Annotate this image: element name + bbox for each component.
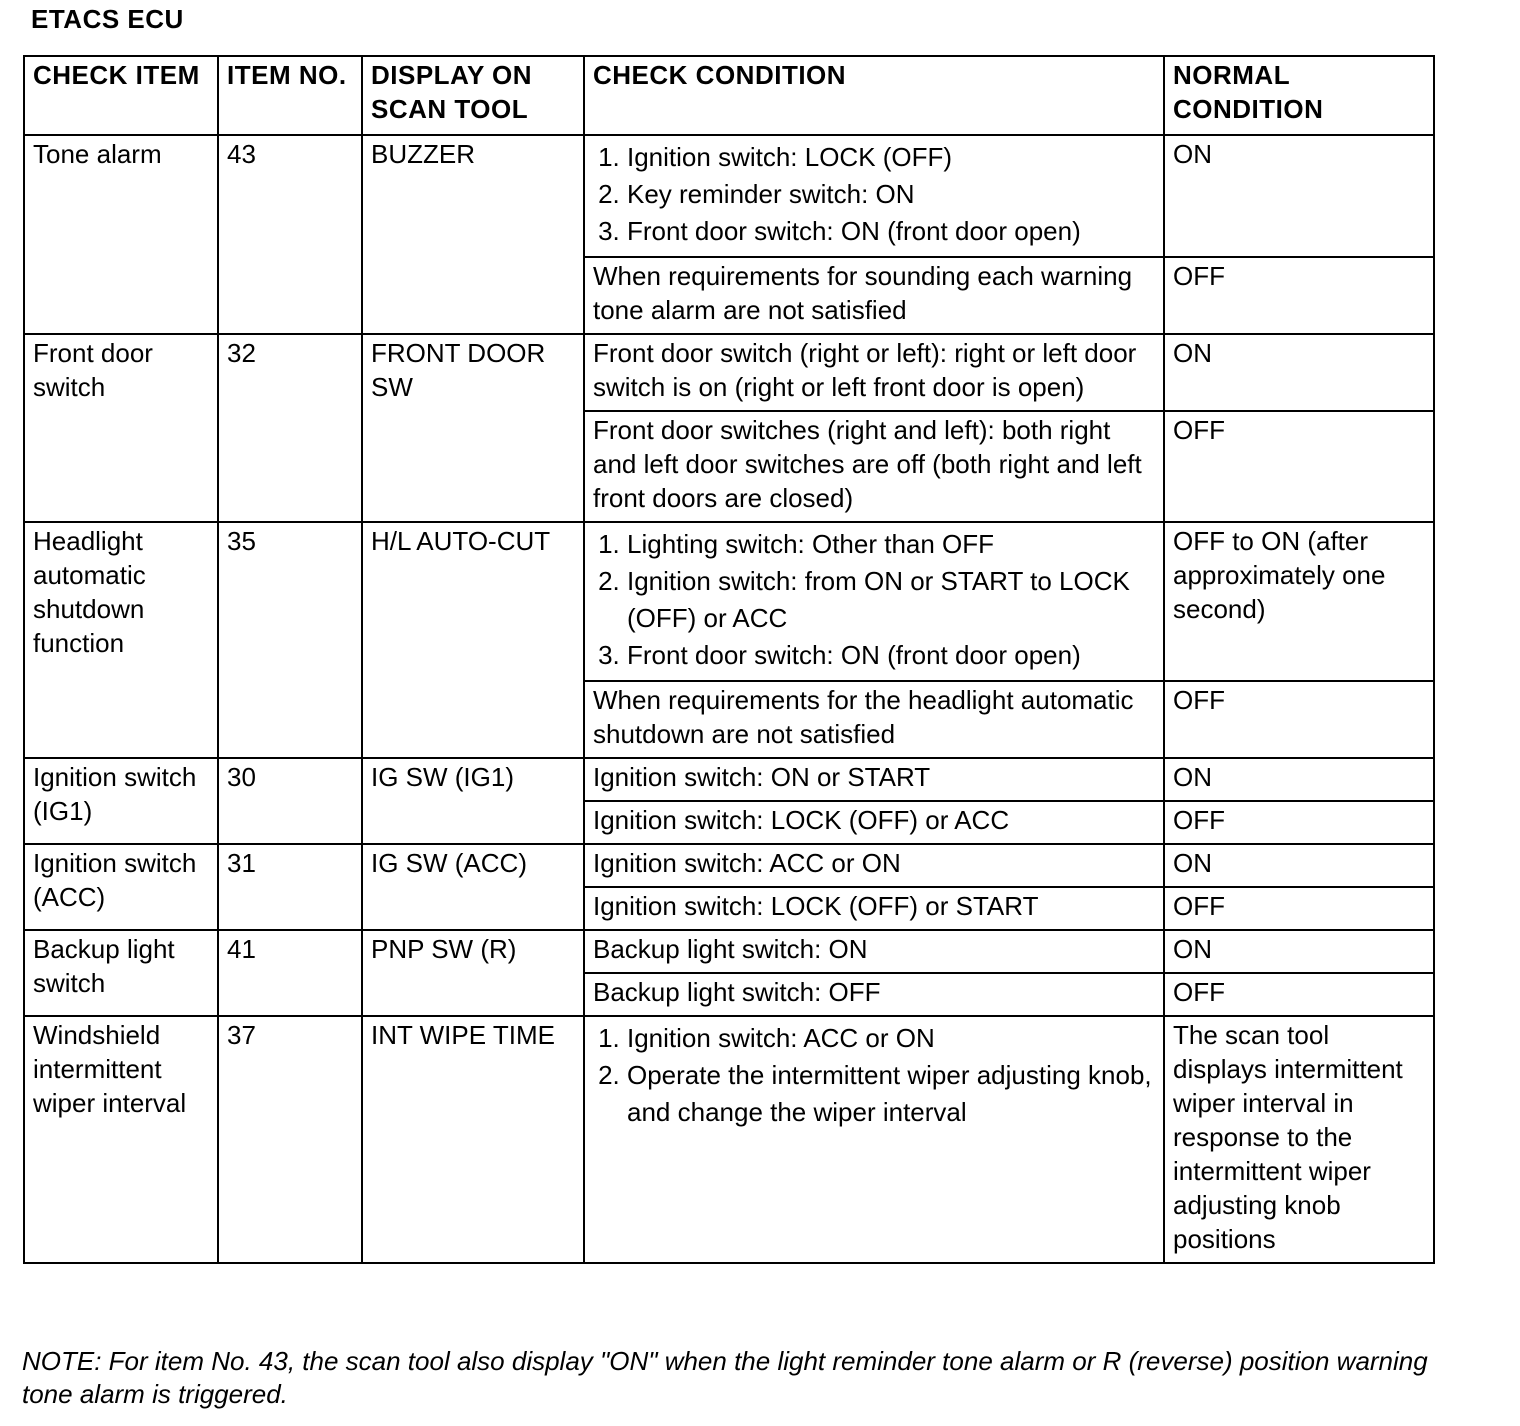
check-condition-cell: Front door switches (right and left): both right and left door switches are off (both right and left front doors are closed) [584,411,1164,522]
normal-condition-cell: OFF [1164,973,1434,1016]
header-check-item: CHECK ITEM [24,56,218,135]
check-condition-cell: Backup light switch: ON [584,930,1164,973]
item-no-cell: 32 [218,334,362,522]
header-normal-condition: NORMAL CONDITION [1164,56,1434,135]
normal-condition-cell: OFF [1164,681,1434,758]
header-check-condition: CHECK CONDITION [584,56,1164,135]
condition-step: 1. Ignition switch: LOCK (OFF) [627,139,1155,176]
condition-step: 2. Ignition switch: from ON or START to LOCK (OFF) or ACC [627,563,1155,637]
check-condition-cell: Ignition switch: ACC or ON [584,844,1164,887]
check-condition-cell: Front door switch (right or left): right or left door switch is on (right or left front door is open) [584,334,1164,411]
check-item-cell: Tone alarm [24,135,218,334]
check-item-cell: Headlight automatic shutdown function [24,522,218,758]
condition-step: 1. Ignition switch: ACC or ON [627,1020,1155,1057]
condition-steps [593,139,1155,250]
display-cell: PNP SW (R) [362,930,584,1016]
item-no-cell: 31 [218,844,362,930]
display-cell: H/L AUTO-CUT [362,522,584,758]
condition-step: 1. Lighting switch: Other than OFF [627,526,1155,563]
item-no-cell: 30 [218,758,362,844]
check-condition-cell: Ignition switch: LOCK (OFF) or ACC [584,801,1164,844]
check-condition-cell: Backup light switch: OFF [584,973,1164,1016]
normal-condition-cell: OFF [1164,887,1434,930]
normal-condition-cell: OFF to ON (after approximately one second) [1164,522,1434,681]
table-row [24,758,1434,801]
header-display: DISPLAY ON SCAN TOOL [362,56,584,135]
condition-steps [593,526,1155,674]
normal-condition-cell: OFF [1164,257,1434,334]
table-row [24,1016,1434,1263]
check-condition-cell [584,135,1164,257]
item-no-cell: 43 [218,135,362,334]
check-item-cell: Front door switch [24,334,218,522]
display-cell: BUZZER [362,135,584,334]
header-row [24,56,1434,135]
display-cell: IG SW (ACC) [362,844,584,930]
table-row [24,844,1434,887]
check-condition-cell: Ignition switch: LOCK (OFF) or START [584,887,1164,930]
check-condition-cell [584,522,1164,681]
item-no-cell: 35 [218,522,362,758]
check-item-cell: Ignition switch (ACC) [24,844,218,930]
check-item-cell: Windshield intermittent wiper interval [24,1016,218,1263]
condition-step: 2. Key reminder switch: ON [627,176,1155,213]
check-condition-cell: Ignition switch: ON or START [584,758,1164,801]
item-no-cell: 37 [218,1016,362,1263]
normal-condition-cell: ON [1164,930,1434,973]
display-cell: INT WIPE TIME [362,1016,584,1263]
table-row [24,334,1434,411]
display-cell: FRONT DOOR SW [362,334,584,522]
normal-condition-cell: The scan tool displays intermittent wiper interval in response to the intermittent wiper adjusting knob positions [1164,1016,1434,1263]
check-condition-cell: When requirements for sounding each warning tone alarm are not satisfied [584,257,1164,334]
normal-condition-cell: OFF [1164,411,1434,522]
display-cell: IG SW (IG1) [362,758,584,844]
table-row [24,930,1434,973]
item-no-cell: 41 [218,930,362,1016]
condition-step: 2. Operate the intermittent wiper adjusting knob, and change the wiper interval [627,1057,1155,1131]
check-item-cell: Ignition switch (IG1) [24,758,218,844]
footnote: NOTE: For item No. 43, the scan tool also display "ON" when the light reminder tone alarm or R (reverse) position warning tone alarm is triggered. [22,1346,1428,1409]
check-item-cell: Backup light switch [24,930,218,1016]
table-row [24,522,1434,681]
check-condition-cell [584,1016,1164,1263]
check-condition-cell: When requirements for the headlight automatic shutdown are not satisfied [584,681,1164,758]
condition-step: 3. Front door switch: ON (front door open) [627,637,1155,674]
normal-condition-cell: ON [1164,844,1434,887]
table-body [24,135,1434,1263]
normal-condition-cell: ON [1164,135,1434,257]
normal-condition-cell: ON [1164,758,1434,801]
normal-condition-cell: ON [1164,334,1434,411]
condition-steps [593,1020,1155,1131]
etacs-check-table [23,55,1435,1264]
header-item-no: ITEM NO. [218,56,362,135]
table-row [24,135,1434,257]
normal-condition-cell: OFF [1164,801,1434,844]
document-title: ETACS ECU [31,4,184,34]
condition-step: 3. Front door switch: ON (front door open) [627,213,1155,250]
